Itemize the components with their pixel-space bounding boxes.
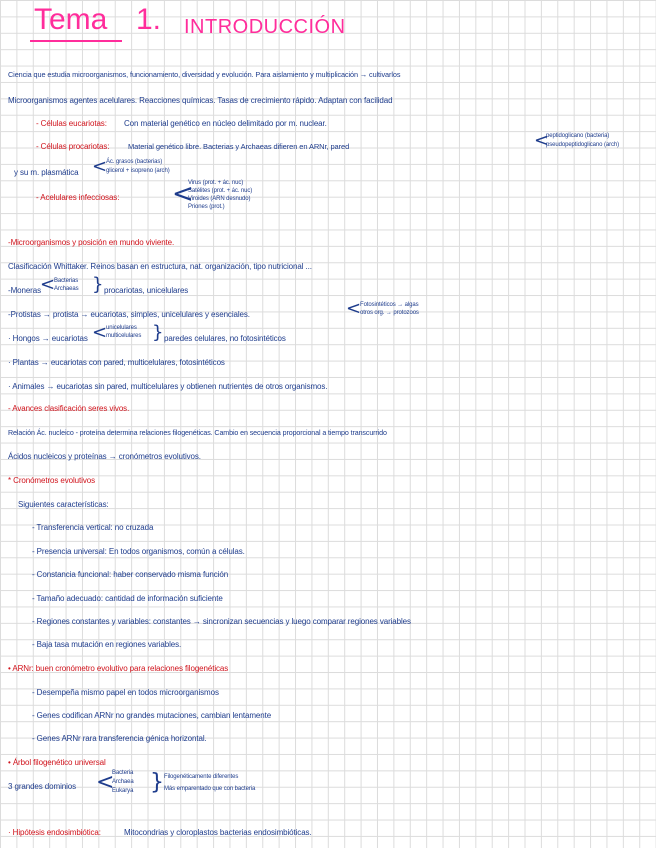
- membrana-label: y su m. plasmática: [14, 168, 79, 177]
- procariotas-text: Material genético libre. Bacterias y Archaeas difieren en ARNr, pared: [128, 142, 350, 151]
- hongos-close-brace: }: [152, 322, 164, 343]
- hongos-text: paredes celulares, no fotosintéticos: [164, 334, 286, 343]
- pared-option-1: peptidoglicano (bacteria): [546, 133, 610, 139]
- acelulares-option-2: Satélites (prot. + ác. nuc): [188, 188, 253, 194]
- intro-line-1: Ciencia que estudia microorganismos, funcionamiento, diversidad y evolución. Para aislamiento y multiplicación → cultivarlos: [8, 70, 401, 79]
- hongos-label: · Hongos → eucariotas: [8, 334, 88, 343]
- moneras-close-brace: }: [92, 274, 104, 295]
- hipotesis-text: Mitocondrias y cloroplastos bacterias endosimbióticas.: [124, 828, 312, 837]
- arbol-title: • Árbol filogenético universal: [8, 758, 106, 767]
- title-underline: [30, 40, 122, 42]
- moneras-label: -Moneras: [8, 286, 41, 295]
- animales-line: · Animales → eucariotas sin pared, multicelulares y obtienen nutrientes de otros organismos.: [8, 382, 328, 391]
- hipotesis-label: · Hipótesis endosimbiótica:: [8, 828, 101, 837]
- title-tema: Tema: [34, 3, 108, 36]
- acelulares-option-4: Priones (prot.): [188, 204, 225, 210]
- dominios-brace: <: [96, 770, 115, 795]
- caracteristica-6: - Baja tasa mutación en regiones variables.: [32, 640, 182, 649]
- moneras-option-1: Bacterias: [54, 278, 79, 284]
- acelulares-label: - Acelulares infecciosas:: [36, 193, 120, 202]
- membrana-option-1: Ác. grasos (bacterias): [106, 159, 163, 165]
- relacion-line: Relación Ác. nucleico - proteína determina relaciones filogenéticas. Cambio en secuencia proporcional a tiempo transcurrido: [8, 429, 387, 437]
- acelulares-brace: <: [172, 179, 194, 209]
- section-cronometros-title: * Cronómetros evolutivos: [8, 476, 95, 485]
- caracteristica-1: - Transferencia vertical: no cruzada: [32, 523, 154, 532]
- protistas-option-2: otros org. → protozoos: [360, 310, 419, 316]
- hongos-brace: <: [92, 322, 108, 343]
- caracteristicas-label: Siguientes características:: [18, 500, 109, 509]
- title-name: INTRODUCCIÓN: [184, 16, 346, 38]
- intro-line-2: Microorganismos agentes acelulares. Reacciones químicas. Tasas de crecimiento rápido. Adaptan con facilidad: [8, 96, 393, 105]
- arnr-point-1: - Desempeña mismo papel en todos microorganismos: [32, 688, 219, 697]
- dominios-note-2: Más emparentado que con bacteria: [164, 786, 256, 792]
- caracteristica-3: - Constancia funcional: haber conservado misma función: [32, 570, 229, 579]
- hongos-option-2: multicelulares: [106, 333, 142, 339]
- arnr-point-2: - Genes codifican ARNr no grandes mutaciones, cambian lentamente: [32, 711, 272, 720]
- dominio-bacteria: Bacteria: [112, 770, 134, 776]
- protistas-option-1: Fotosintéticos → algas: [360, 302, 419, 308]
- procariotas-label: - Células procariotas:: [36, 142, 110, 151]
- eucariotas-text: Con material genético en núcleo delimitado por m. nuclear.: [124, 119, 327, 128]
- moneras-text: procariotas, unicelulares: [104, 286, 189, 295]
- whittaker-line: Clasificación Whittaker. Reinos basan en estructura, nat. organización, tipo nutricional ...: [8, 262, 312, 271]
- membrana-brace: <: [92, 156, 108, 177]
- acidos-line: Ácidos nucleicos y proteínas → cronómetros evolutivos.: [8, 452, 201, 461]
- moneras-brace: <: [40, 274, 56, 295]
- dominios-label: 3 grandes dominios: [8, 782, 77, 791]
- acelulares-option-1: Virus (prot. + ác. nuc): [188, 180, 244, 186]
- arnr-point-3: - Genes ARNr rara transferencia génica horizontal.: [32, 734, 207, 743]
- section-avances-title: - Avances clasificación seres vivos.: [8, 404, 130, 413]
- section-microorganismos-title: -Microorganismos y posición en mundo viviente.: [8, 238, 175, 247]
- plantas-line: · Plantas → eucariotas con pared, multicelulares, fotosintéticos: [8, 358, 225, 367]
- dominio-eukarya: Eukarya: [112, 788, 134, 794]
- hongos-option-1: unicelulares: [106, 325, 137, 331]
- dominio-archaea: Archaea: [112, 779, 134, 785]
- caracteristica-5: - Regiones constantes y variables: constantes → sincronizan secuencias y luego comparar regiones variables: [32, 617, 411, 626]
- caracteristica-2: - Presencia universal: En todos organismos, común a células.: [32, 547, 245, 556]
- pared-brace: <: [534, 130, 550, 151]
- protistas-line: -Protistas → protista → eucariotas, simples, unicelulares y esenciales.: [8, 310, 250, 319]
- dominios-close-brace: }: [150, 770, 164, 795]
- eucariotas-label: - Células eucariotas:: [36, 119, 107, 128]
- acelulares-option-3: Viroides (ARN desnudo): [188, 196, 251, 202]
- protistas-brace: <: [346, 298, 362, 319]
- caracteristica-4: - Tamaño adecuado: cantidad de información suficiente: [32, 594, 223, 603]
- title-number: 1.: [136, 3, 162, 36]
- dominios-note-1: Filogenéticamente diferentes: [164, 774, 239, 780]
- moneras-option-2: Archaeas: [54, 286, 79, 292]
- membrana-option-2: glicerol + isopreno (arch): [106, 168, 170, 174]
- pared-option-2: pseudopeptidoglicano (arch): [546, 142, 620, 148]
- arnr-title: • ARNr: buen cronómetro evolutivo para relaciones filogenéticas: [8, 664, 229, 673]
